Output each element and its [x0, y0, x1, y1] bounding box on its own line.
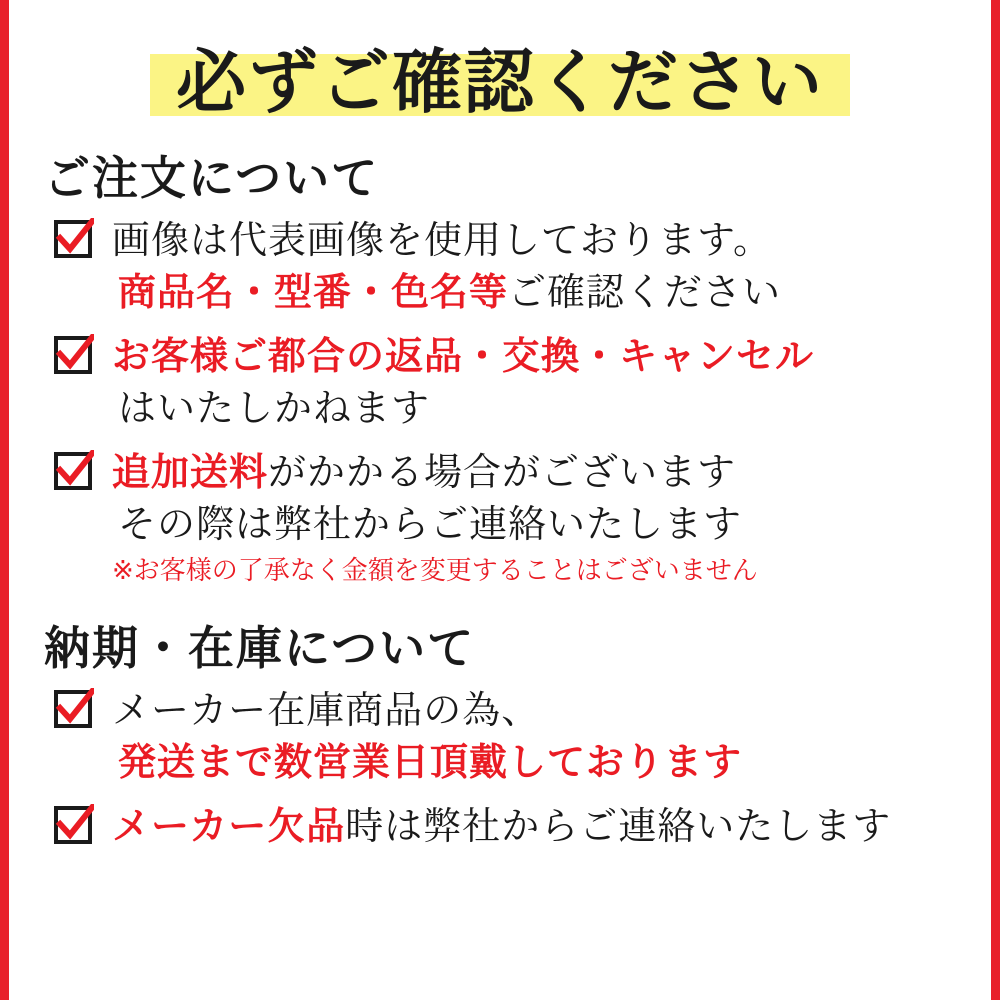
notice-item-line	[112, 498, 991, 550]
checkbox-checked-icon	[54, 334, 94, 374]
sections-root	[9, 142, 991, 852]
notice-text-segment: ご確認ください	[508, 270, 782, 314]
notice-item	[54, 330, 991, 434]
notice-text-segment: はいたしかねます	[118, 386, 431, 430]
notice-text-segment: 画像は代表画像を使用しております。	[112, 218, 772, 262]
right-red-border	[991, 0, 1000, 1000]
checkbox-checked-icon	[54, 804, 94, 844]
notice-item	[54, 446, 991, 590]
notice-item	[54, 684, 991, 788]
page-title-wrap	[9, 36, 991, 132]
notice-item-line	[112, 266, 991, 318]
notice-text-segment: お客様ご都合の返品・交換・キャンセル	[112, 334, 815, 378]
checkbox-checked-icon	[54, 218, 94, 258]
notice-text-segment: メーカー欠品	[112, 804, 346, 848]
notice-item-line	[112, 684, 991, 736]
notice-item-line	[112, 446, 991, 498]
notice-text-segment: 時は弊社からご連絡いたします	[345, 804, 892, 848]
section-heading: ご注文について	[44, 151, 380, 205]
notice-text-segment: 発送まで数営業日頂戴しております	[118, 740, 743, 784]
notice-item	[54, 800, 991, 852]
notice-item-line	[112, 330, 991, 382]
notice-text-segment: 追加送料	[112, 450, 269, 494]
checkbox-checked-icon	[54, 688, 94, 728]
notice-text-segment: その際は弊社からご連絡いたします	[118, 502, 743, 546]
notice-content	[9, 0, 991, 1000]
page-title: 必ずご確認ください	[176, 41, 824, 123]
notice-text-segment: 商品名・型番・色名等	[118, 270, 509, 314]
notice-item-line	[112, 214, 991, 266]
section-heading: 納期・在庫について	[44, 621, 476, 675]
notice-text-segment: メーカー在庫商品の為、	[112, 688, 541, 732]
notice-text-segment: がかかる場合がございます	[268, 450, 737, 494]
checkbox-checked-icon	[54, 450, 94, 490]
notice-item-line	[112, 800, 991, 852]
notice-item-line	[112, 736, 991, 788]
notice-item-note: ※お客様の了承なく金額を変更することはございません	[112, 556, 758, 586]
left-red-border	[0, 0, 9, 1000]
notice-item	[54, 214, 991, 318]
notice-item-line	[112, 382, 991, 434]
